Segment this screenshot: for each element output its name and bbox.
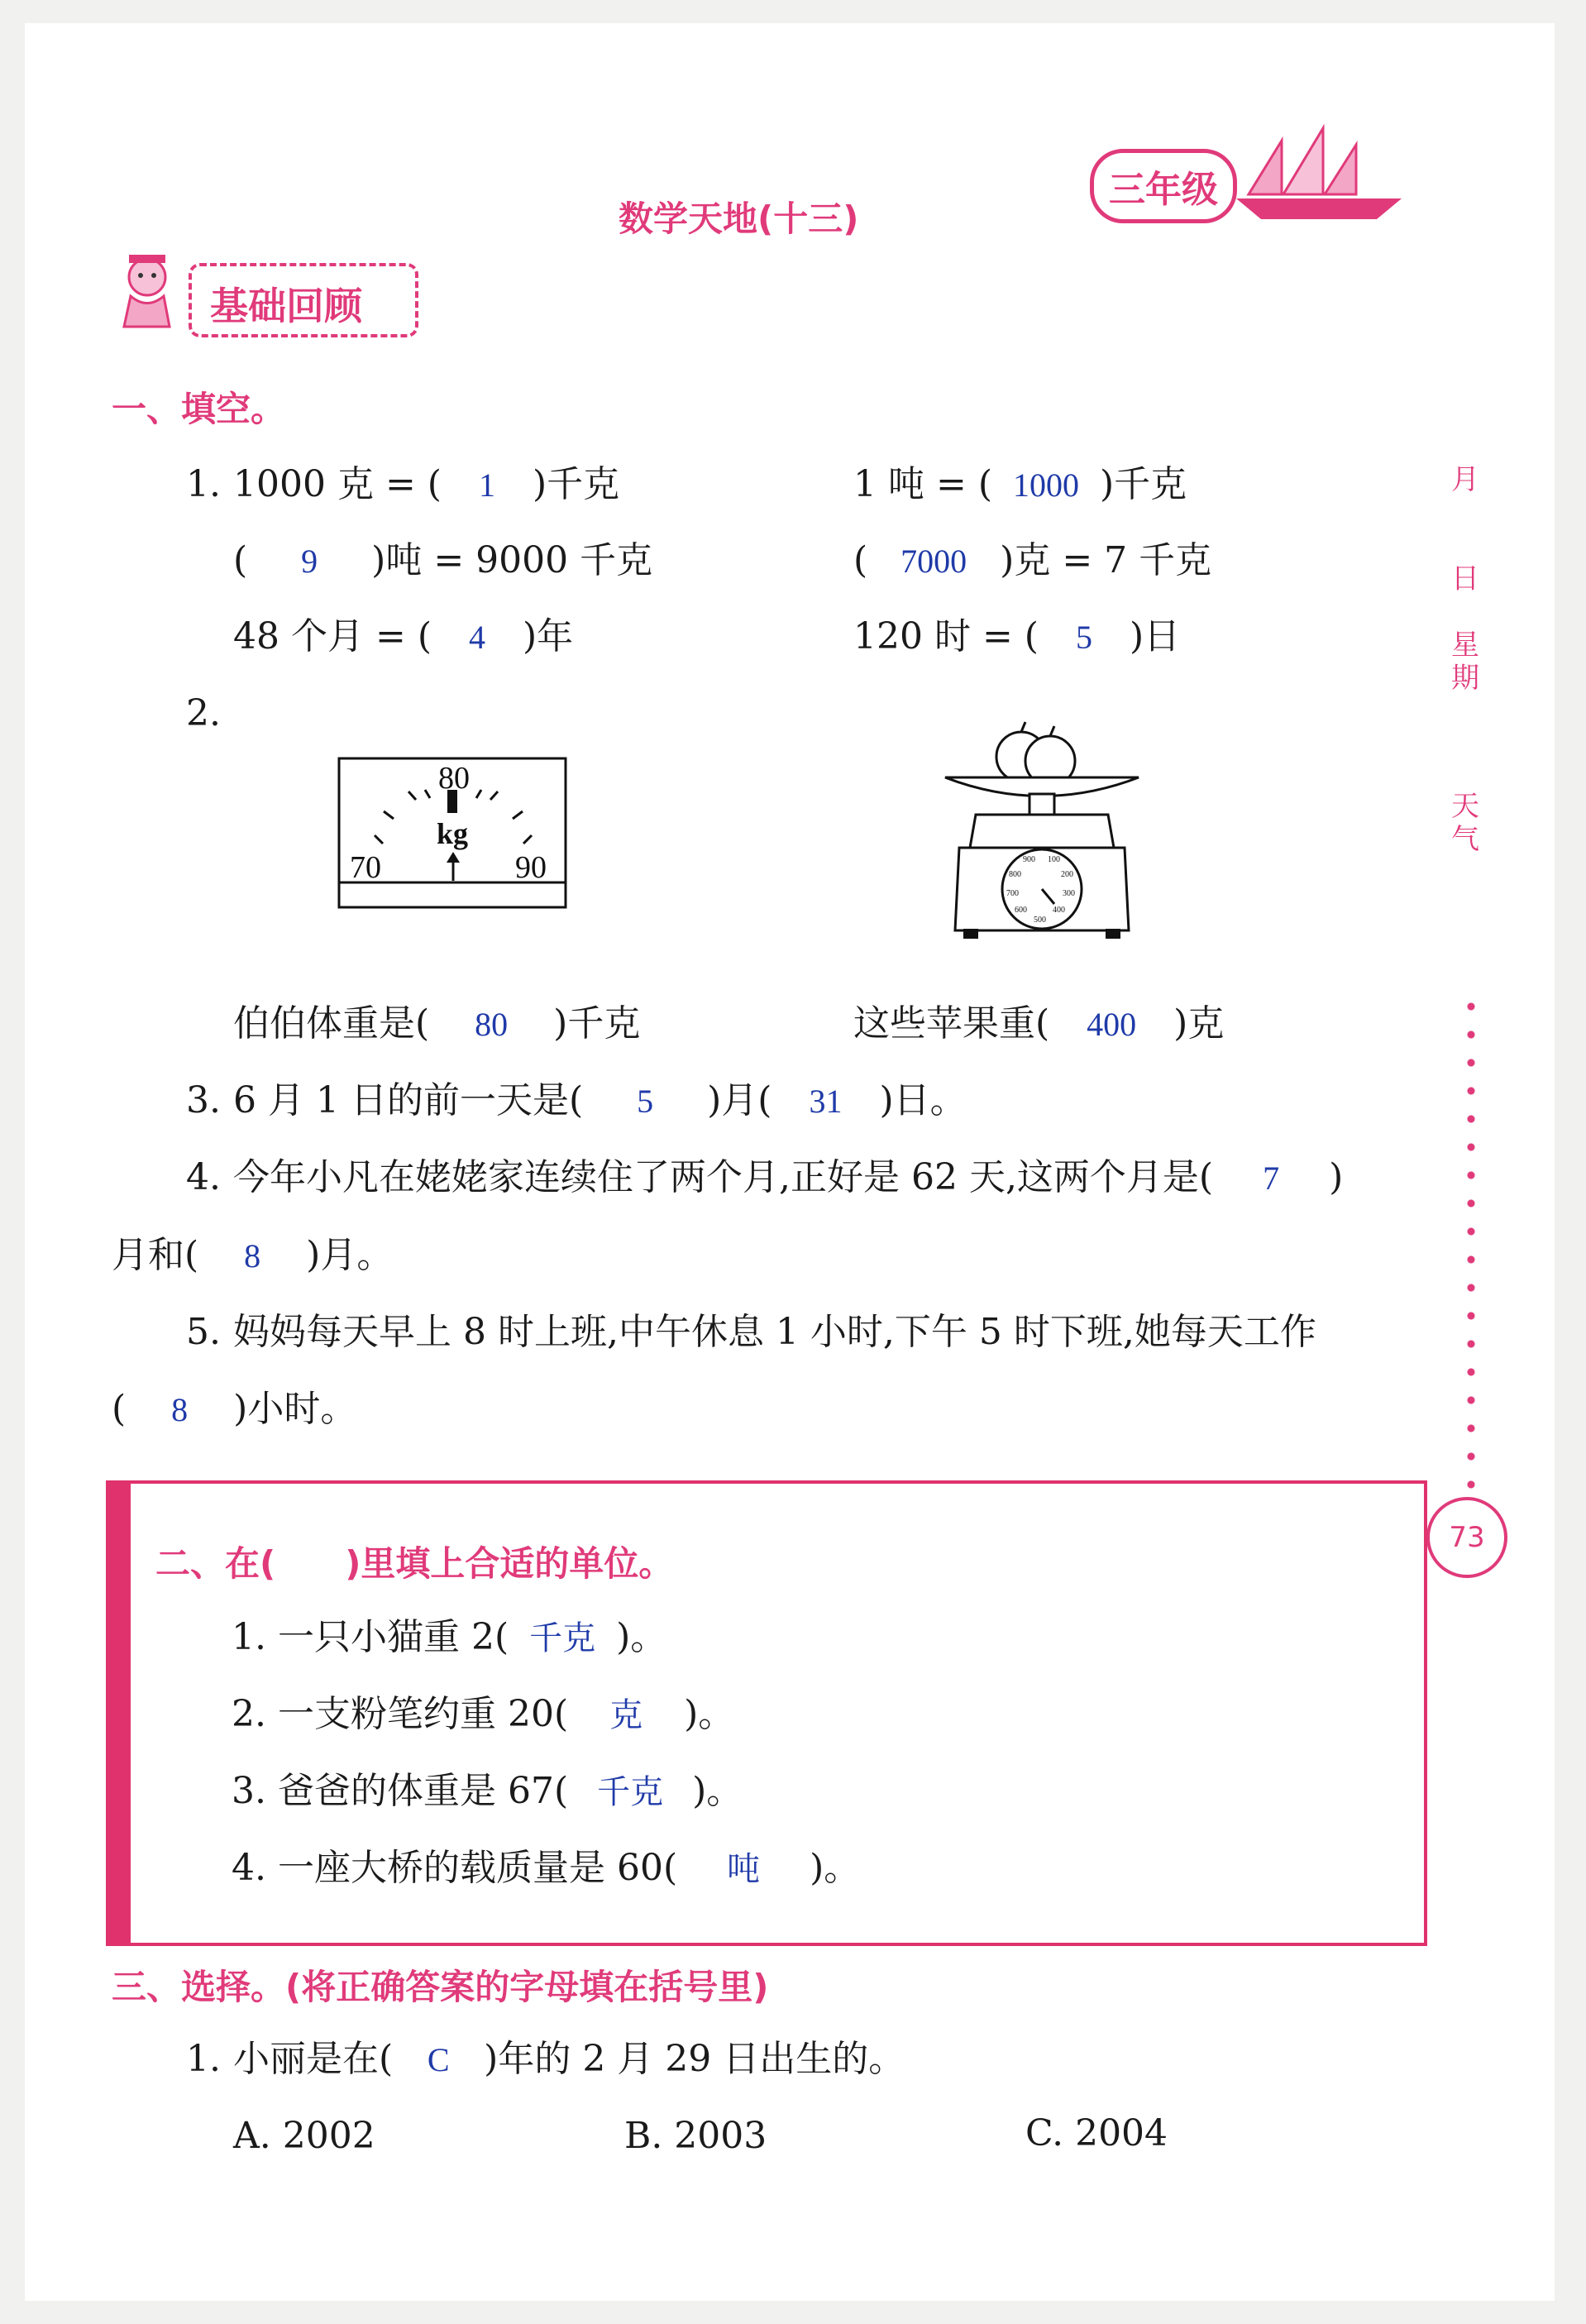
q2a-post: )千克 — [553, 1002, 641, 1045]
q3-pre: 6 月 1 日的前一天是( — [233, 1079, 584, 1121]
s2-item-4 — [232, 1845, 860, 1892]
q3-number: 3. — [186, 1079, 221, 1121]
q4-close: ) — [1329, 1156, 1344, 1198]
s2-item-2 — [232, 1691, 734, 1738]
q1e-post: )年 — [522, 615, 574, 658]
s2-item-1-num: 1. — [232, 1616, 266, 1658]
q4-answer1: 7 — [1263, 1160, 1280, 1197]
q1c-pre: ( — [233, 539, 248, 581]
q2b-answer: 400 — [1087, 1006, 1137, 1043]
scale-label-80: 80 — [438, 761, 470, 796]
q5-line2-post: )小时。 — [233, 1388, 357, 1430]
q1e-answer: 4 — [468, 619, 485, 656]
q4-line2-pre: 月和( — [112, 1234, 199, 1276]
q5-line2 — [112, 1386, 356, 1433]
page-number — [1426, 1497, 1507, 1578]
s2-item-2-answer: 克 — [609, 1696, 643, 1733]
q1d — [853, 538, 1211, 585]
s2-item-1 — [232, 1614, 666, 1662]
s2-item-2-num: 2. — [232, 1693, 266, 1735]
q1b-answer: 1000 — [1013, 466, 1079, 504]
bathroom-scale-figure — [337, 757, 569, 914]
kitchen-scale-figure — [939, 715, 1145, 947]
q2a-pre: 伯伯体重是( — [233, 1002, 430, 1045]
s3-q1-number: 1. — [186, 2038, 221, 2080]
dial-label-400: 400 — [1053, 906, 1065, 915]
grade-badge-label: 三年级 — [1090, 149, 1237, 223]
q1-number: 1. — [186, 463, 221, 505]
s2-item-1-answer: 千克 — [529, 1619, 596, 1657]
q1f — [853, 614, 1180, 661]
q1a-answer: 1 — [478, 466, 495, 504]
s2-item-4-answer: 吨 — [727, 1850, 761, 1887]
q2-number: 2. — [186, 692, 221, 734]
q3-post: )日。 — [879, 1079, 967, 1121]
s2-item-1-post: )。 — [616, 1616, 667, 1658]
q3-mid: )月( — [707, 1079, 772, 1121]
s3-q1-pre: 小丽是在( — [233, 2038, 394, 2080]
scale-label-70: 70 — [350, 850, 381, 885]
section1-heading: 一、填空。 — [112, 389, 286, 429]
section2-accent-bar — [109, 1484, 131, 1943]
q1a-post: )千克 — [532, 463, 620, 505]
q4-number: 4. — [186, 1156, 221, 1198]
q1f-post: )日 — [1129, 615, 1181, 658]
s2-item-4-pre: 一座大桥的载质量是 60( — [277, 1847, 678, 1889]
side-day: 日 — [1451, 562, 1479, 595]
s3-q1-answer: C — [427, 2041, 450, 2078]
grade-badge — [1090, 149, 1237, 223]
section2-heading: 二、在( )里填上合适的单位。 — [155, 1543, 674, 1584]
s2-item-2-post: )。 — [684, 1693, 735, 1735]
section3-heading: 三、选择。(将正确答案的字母填在括号里) — [112, 1967, 769, 2007]
q1f-pre: 120 时 = ( — [853, 615, 1039, 658]
q1b-pre: 1 吨 = ( — [853, 463, 992, 505]
q4-line1 — [233, 1155, 1343, 1202]
q3-answer-month: 5 — [637, 1083, 654, 1120]
q4-text: 今年小凡在姥姥家连续住了两个月,正好是 62 天,这两个月是( — [233, 1156, 1214, 1198]
q2a — [233, 1001, 640, 1048]
s2-item-4-num: 4. — [232, 1847, 266, 1889]
q1d-pre: ( — [853, 539, 868, 581]
mascot-icon — [107, 248, 186, 339]
scale-label-90: 90 — [515, 850, 547, 885]
dial-label-300: 300 — [1063, 889, 1075, 898]
q3 — [233, 1078, 967, 1125]
page-title: 数学天地(十三) — [619, 198, 859, 239]
dial-label-200: 200 — [1061, 870, 1073, 879]
s2-item-1-pre: 一只小猫重 2( — [277, 1616, 509, 1658]
dial-label-100: 100 — [1048, 855, 1060, 864]
decorative-dotted-border — [1459, 992, 1483, 1489]
q4-answer2: 8 — [244, 1237, 261, 1274]
s3-option-a: A. 2002 — [233, 2115, 375, 2157]
q5-line1: 妈妈每天早上 8 时上班,中午休息 1 小时,下午 5 时下班,她每天工作 — [233, 1311, 1316, 1353]
s3-q1 — [233, 2036, 905, 2083]
side-weekday: 星期 — [1451, 629, 1479, 695]
q1e — [233, 614, 573, 661]
page-number-label: 73 — [1449, 1521, 1485, 1554]
q1f-answer: 5 — [1075, 619, 1092, 656]
q1a-pre: 1000 克 = ( — [233, 463, 442, 505]
q1c-answer: 9 — [301, 543, 318, 580]
q1b-post: )千克 — [1100, 463, 1187, 505]
s3-q1-post: )年的 2 月 29 日出生的。 — [484, 2038, 905, 2080]
s2-item-4-post: )。 — [810, 1847, 861, 1889]
dial-label-500: 500 — [1034, 916, 1046, 925]
sailboat-icon — [1232, 124, 1414, 223]
q3-answer-day: 31 — [809, 1083, 843, 1120]
q2a-answer: 80 — [475, 1006, 509, 1043]
q1d-post: )克 = 7 千克 — [1000, 539, 1212, 581]
s2-item-2-pre: 一支粉笔约重 20( — [277, 1693, 569, 1735]
section-banner — [189, 263, 418, 337]
s2-item-3-num: 3. — [232, 1770, 266, 1812]
q5-line2-pre: ( — [112, 1388, 127, 1430]
side-month: 月 — [1451, 463, 1479, 496]
section-banner-label: 基础回顾 — [210, 284, 362, 328]
q1a — [233, 461, 619, 509]
s3-option-b: B. 2003 — [624, 2115, 767, 2157]
scale-label-unit: kg — [437, 817, 469, 850]
q1d-answer: 7000 — [900, 543, 967, 580]
q1b — [853, 461, 1187, 509]
s3-option-c: C. 2004 — [1025, 2112, 1168, 2154]
q2b — [853, 1001, 1224, 1048]
s2-item-3-answer: 千克 — [597, 1773, 664, 1810]
side-weather: 天气 — [1451, 790, 1479, 856]
s2-item-3 — [232, 1768, 743, 1815]
q2b-post: )克 — [1173, 1002, 1225, 1045]
dial-label-600: 600 — [1015, 906, 1027, 915]
q1e-pre: 48 个月 = ( — [233, 615, 432, 658]
dial-label-700: 700 — [1006, 889, 1019, 898]
q2b-pre: 这些苹果重( — [853, 1002, 1050, 1045]
dial-label-800: 800 — [1009, 870, 1021, 879]
q5-answer: 8 — [171, 1391, 189, 1428]
q4-line2-post: )月。 — [306, 1234, 394, 1276]
s2-item-3-post: )。 — [692, 1770, 743, 1812]
dial-label-900: 900 — [1023, 855, 1035, 864]
q1c — [233, 538, 652, 585]
s2-item-3-pre: 爸爸的体重是 67( — [277, 1770, 569, 1812]
q1c-post: )吨 = 9000 千克 — [371, 539, 653, 581]
q5-number: 5. — [186, 1311, 221, 1353]
q4-line2 — [112, 1232, 393, 1279]
